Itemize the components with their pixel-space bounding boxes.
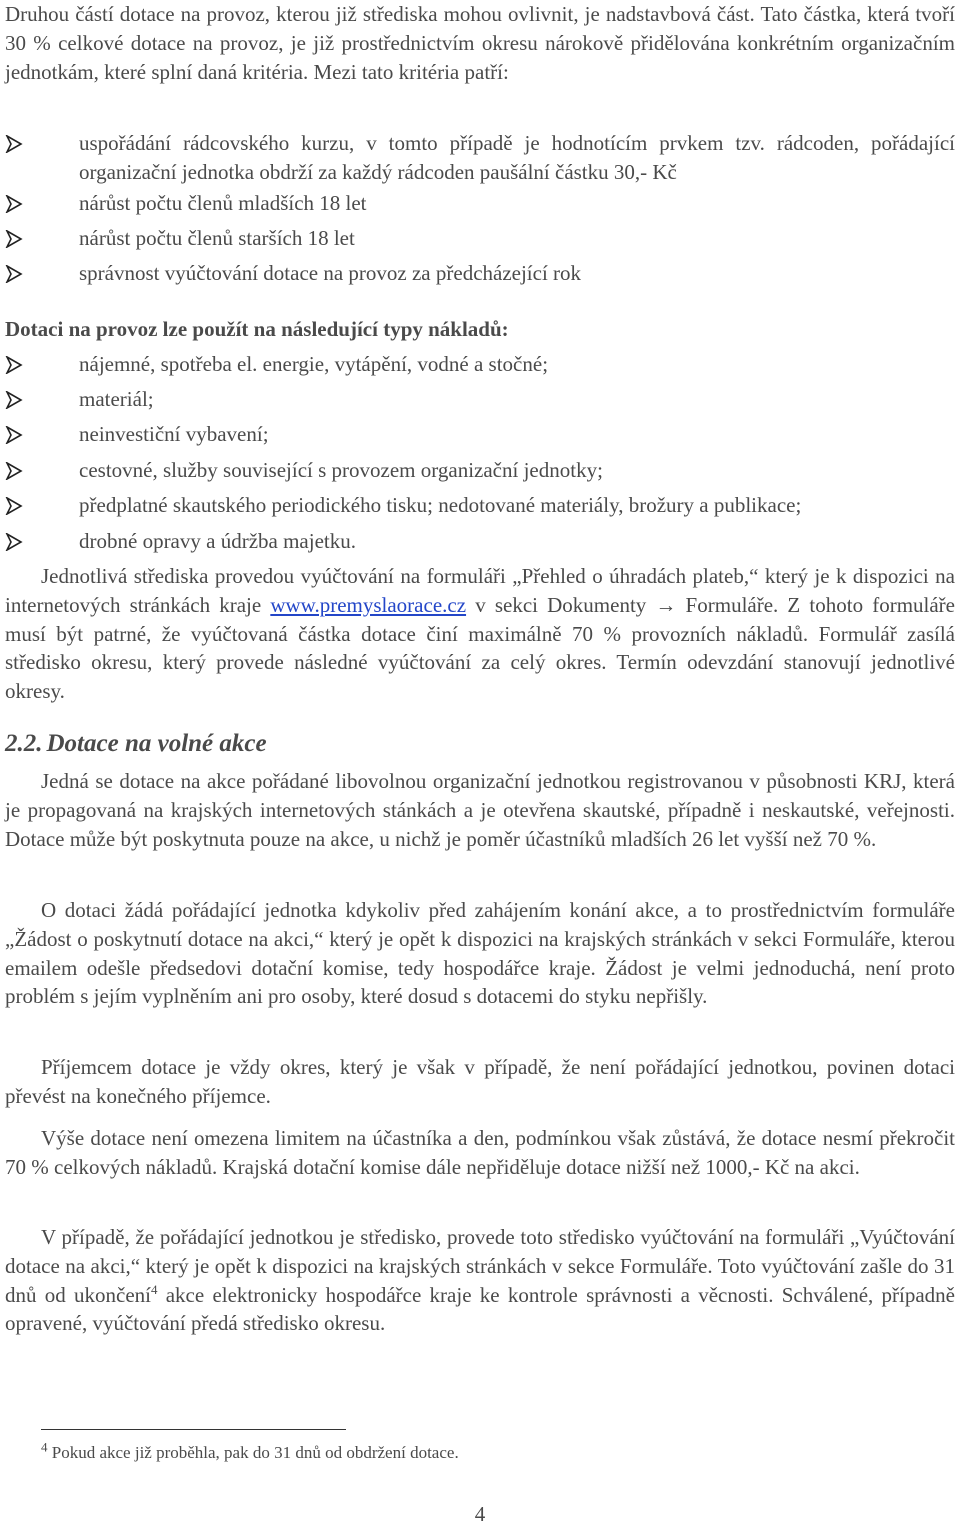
section-number: 2.2. [5,730,43,757]
arrowhead-bullet-icon [5,491,27,519]
page-number: 4 [474,1502,486,1526]
cost-item-text: drobné opravy a údržba majetku. [79,529,356,553]
body-paragraph-last [5,1223,955,1338]
criteria-item-text: správnost vyúčtování dotace na provoz za předcházející rok [79,261,582,285]
criteria-item [5,129,955,187]
criteria-item-text: nárůst počtu členů mladších 18 let [79,191,367,215]
criteria-item-text: uspořádání rádcovského kurzu, v tomto případě je hodnotícím prvkem tzv. rádcoden, pořádající organizační jednotka obdrží za každý rádcoden paušální částku 30,- Kč [79,131,955,184]
cost-item [5,420,955,449]
last-paragraph-end: akce elektronicky hospodářce kraje ke kontrole správnosti a věcnosti. Schválené, případně opravené, vyúčtování předá středisko okresu. [5,1282,955,1336]
cost-item-text: nájemné, spotřeba el. energie, vytápění, vodné a stočné; [79,352,549,376]
criteria-item-text: nárůst počtu členů starších 18 let [79,226,355,250]
body-paragraph: O dotaci žádá pořádající jednotka kdykoliv před zahájením konání akce, a to prostřednictvím formuláře „Žádost o poskytnutí dotace na akci,“ který je opět k dispozici na krajských stránkách v sekci Formuláře, kterou emailem odešle předsedovi dotační komise, tedy hospodářce kraje. Žádost je velmi jednoduchá, není proto problém s jejím vyplněním ani pro osoby, které dosud s dotacemi do styku nepřišly. [5,898,955,1009]
body-paragraph: Výše dotace není omezena limitem na účastníka a den, podmínkou však zůstává, že dotace nesmí překročit 70 % celkových nákladů. Krajská dotační komise dále nepřiděluje dotace nižší než 1000,- Kč na akci. [5,1126,955,1179]
cost-item [5,350,955,379]
footnote-divider [41,1429,346,1430]
criteria-item [5,259,955,288]
last-paragraph-start: V případě, že pořádající jednotkou je středisko, provede toto středisko vyúčtování na formuláři „Vyúčtování dotace na akci,“ který je opět k dispozici na krajských stránkách v sekce Formuláře. Toto vyúčtování zašle do 31 dnů od ukončení [5,1225,955,1307]
body-paragraph: Jedná se dotace na akce pořádané libovolnou organizační jednotkou registrovanou v působnosti KRJ, která je propagovaná na krajských internetových stánkách a je otevřena skautské, případně i neskautské, veřejnosti. Dotace může být poskytnuta pouze na akce, u nichž je poměr účastníků mladších 26 let vyšší než 70 %. [5,769,955,851]
cost-item-text: materiál; [79,387,154,411]
section-heading [5,730,267,759]
billing-text-end: v sekci Dokumenty → Formuláře. Z tohoto formuláře musí být patrné, že vyúčtovaná částka dotace činí maximálně 70 % provozních nákladů. Formulář zasílá středisko okresu, který provede následné vyúčtování za celý okres. Termín odevzdání stanovují jednotlivé okresy. [5,592,955,704]
cost-item-text: cestovné, služby související s provozem organizační jednotky; [79,458,603,482]
footnote-text: Pokud akce již proběhla, pak do 31 dnů od obdržení dotace. [47,1443,459,1462]
cost-item [5,527,955,556]
arrowhead-bullet-icon [5,350,27,378]
billing-paragraph [5,562,955,706]
arrowhead-bullet-icon [5,224,27,252]
arrowhead-bullet-icon [5,420,27,448]
section-title: Dotace na volné akce [46,730,267,757]
footnote-reference[interactable]: 4 [150,1281,158,1297]
cost-item-text: předplatné skautského periodického tisku; nedotované materiály, brožury a publikace; [79,493,802,517]
billing-text-start: Jednotlivá střediska provedou vyúčtování na formuláři „Přehled o úhradách plateb,“ který je k dispozici na internetových stránkách kraje [5,564,955,617]
cost-item-text: neinvestiční vybavení; [79,422,269,446]
costs-heading: Dotaci na provoz lze použít na následující typy nákladů: [5,317,509,341]
arrowhead-bullet-icon [5,527,27,555]
arrowhead-bullet-icon [5,129,27,157]
arrowhead-bullet-icon [5,385,27,413]
footnote-number: 4 [41,1439,48,1455]
criteria-item [5,189,955,218]
arrowhead-bullet-icon [5,189,27,217]
cost-item [5,385,955,414]
cost-item [5,491,955,520]
criteria-item [5,224,955,253]
intro-paragraph: Druhou částí dotace na provoz, kterou již střediska mohou ovlivnit, je nadstavbová část. Tato částka, která tvoří 30 % celkové dotace na provoz, je již prostřednictvím okresu nárokově přidělována konkrétním organizačním jednotkám, které splní daná kritéria. Mezi tato kritéria patří: [5,2,955,84]
arrowhead-bullet-icon [5,456,27,484]
body-paragraph: Příjemcem dotace je vždy okres, který je však v případě, že není pořádající jednotkou, povinen dotaci převést na konečného příjemce. [5,1055,955,1108]
footnote [41,1439,459,1464]
kraj-website-link[interactable]: www.premyslaorace.cz [270,592,467,617]
cost-item [5,456,955,485]
arrowhead-bullet-icon [5,259,27,287]
